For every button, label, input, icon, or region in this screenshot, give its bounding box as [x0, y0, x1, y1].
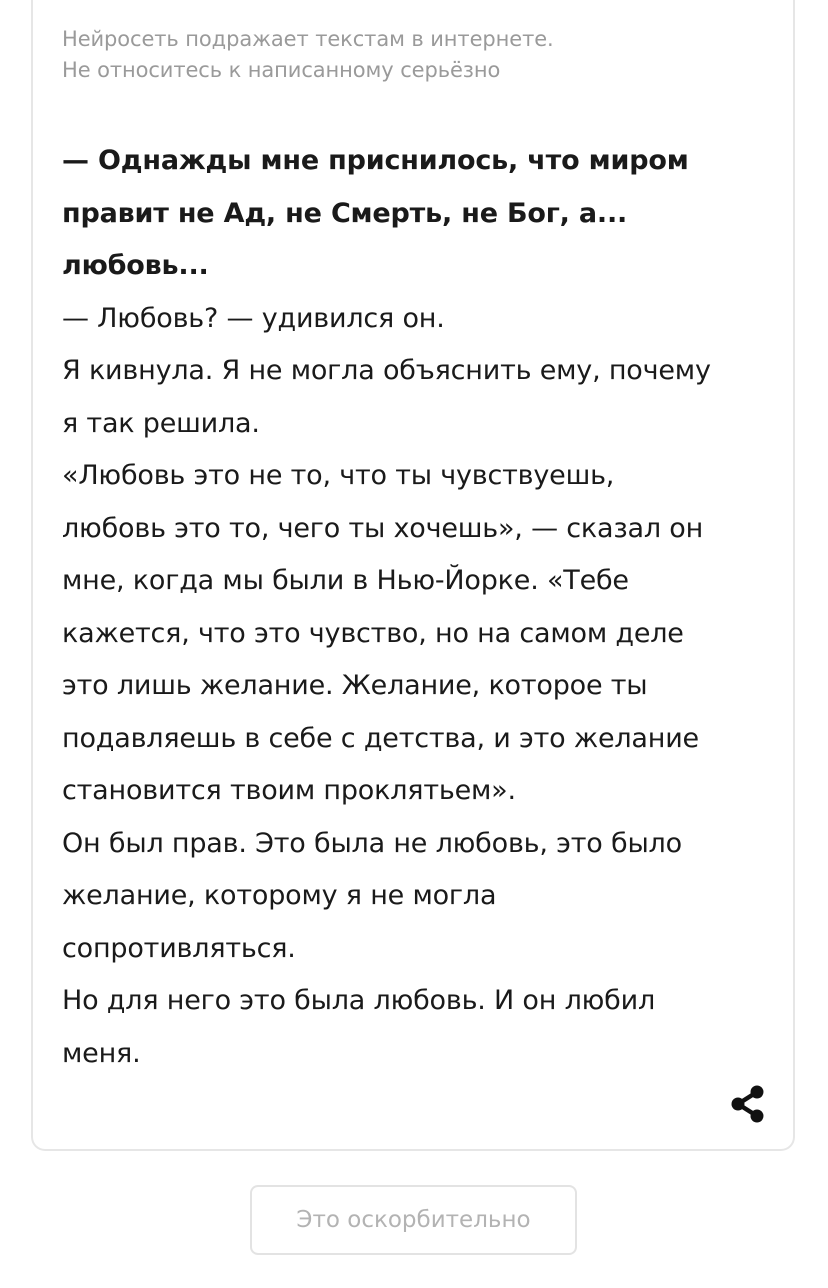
- story-line: Но для него это была любовь. И он любил: [62, 985, 656, 1016]
- disclaimer-line: Не относитесь к написанному серьёзно: [62, 58, 501, 82]
- story-line: «Любовь это не то, что ты чувствуешь,: [62, 460, 615, 491]
- story-line: сопротивляться.: [62, 932, 296, 964]
- story-line: кажется, что это чувство, но на самом деле: [62, 617, 684, 649]
- prompt-line: — Однажды мне приснилось, что миром: [62, 145, 689, 176]
- story-line: Он был прав. Это была не любовь, это было: [62, 827, 682, 859]
- story-line: это лишь желание. Желание, которое ты: [62, 670, 648, 701]
- story-line: меня.: [62, 1037, 141, 1069]
- story-line: — Любовь? — удивился он.: [62, 302, 445, 334]
- story-line: подавляешь в себе с детства, и это желание: [62, 722, 699, 754]
- story-line: мне, когда мы были в Нью-Йорке. «Тебе: [62, 565, 629, 596]
- share-icon: [728, 1083, 768, 1125]
- prompt-line: правит не Ад, не Смерть, не Бог, а...: [62, 197, 628, 229]
- story-line: любовь это то, чего ты хочешь», — сказал он: [62, 512, 704, 544]
- disclaimer-line: Нейросеть подражает текстам в интернете.: [62, 27, 554, 51]
- report-offensive-button[interactable]: Это оскорбительно: [250, 1185, 577, 1255]
- disclaimer: [62, 24, 554, 86]
- share-button[interactable]: [728, 1083, 768, 1125]
- generated-story: [62, 135, 772, 1080]
- story-line: Я кивнула. Я не могла объяснить ему, почему: [62, 355, 711, 386]
- story-line: я так решила.: [62, 407, 260, 439]
- story-line: становится твоим проклятьем».: [62, 775, 516, 806]
- prompt-line: любовь...: [62, 250, 209, 281]
- story-line: желание, которому я не могла: [62, 880, 497, 911]
